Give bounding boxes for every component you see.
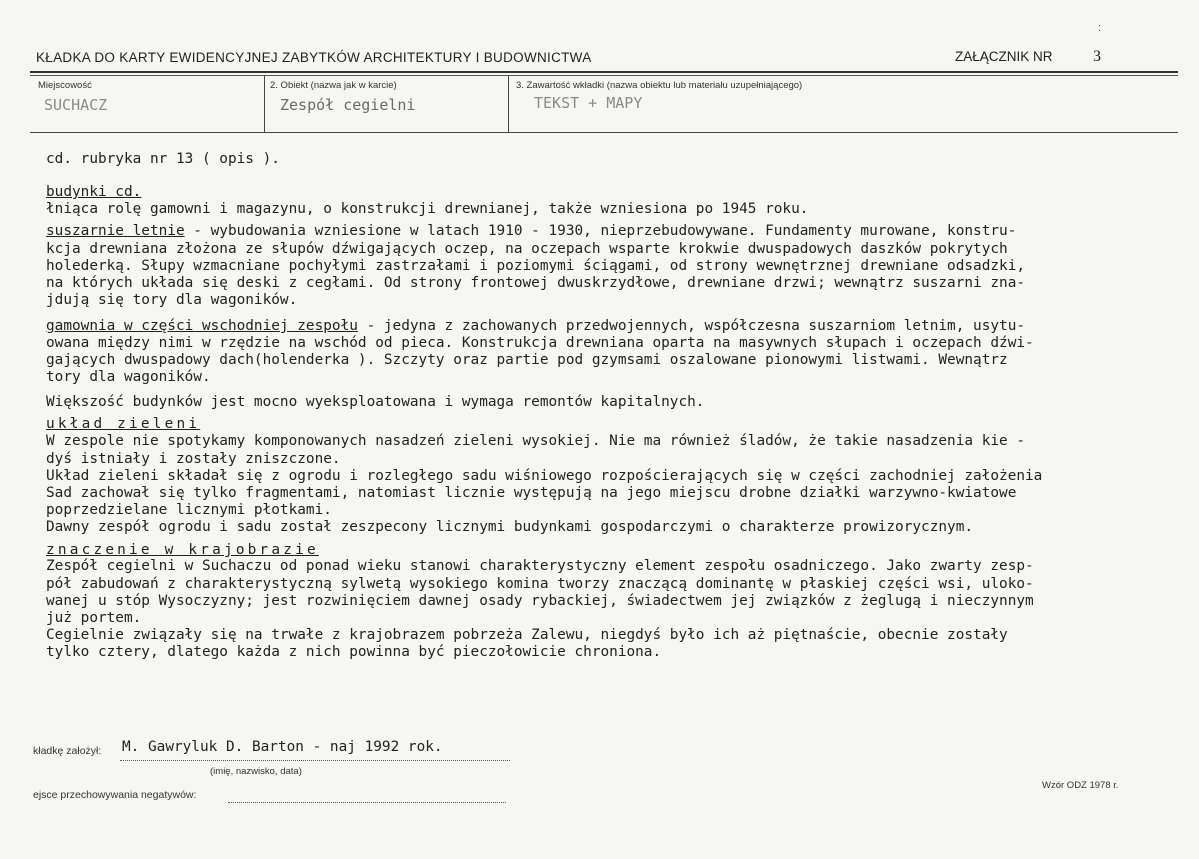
attachment-number: 3	[1093, 48, 1101, 65]
body-line	[46, 222, 1016, 240]
form-model: Wzór ODZ 1978 r.	[1042, 780, 1119, 791]
continuation-note: cd. rubryka nr 13 ( opis ).	[46, 151, 280, 167]
body-line: Cegielnie związały się na trwałe z krajobrazem pobrzeża Zalewu, niegdyś było ich aż piętnaście, obecnie zostały	[46, 627, 1008, 643]
body-line: kcja drewniana złożona ze słupów dźwigających oczep, na oczepach wsparte krokwie dwuspadowych daszków pokrytych	[46, 241, 1008, 257]
body-line-part: - wybudowania wzniesione w latach 1910 - 1930, nieprzebudowywane. Fundamenty murowane, konstru-	[184, 223, 1017, 239]
body-line: poprzedzielane licznymi płotkami.	[46, 502, 332, 518]
body-line	[46, 317, 1025, 335]
location-value: SUCHACZ	[44, 96, 108, 114]
body-line: wanej u stóp Wysoczyzny; jest rozwinięciem dawnej osady rybackiej, świadectwem jej związków z żeglugą i nieczynnym	[46, 593, 1034, 609]
body-line-part: - jedyna z zachowanych przedwojennych, współczesna suszarniom letnim, usytu-	[357, 318, 1026, 334]
body-line: na których układa się deski z cegłami. Od strony frontowej dwuskrzydłowe, drewniane drzwi; wewnątrz suszarni zna-	[46, 275, 1026, 291]
section-heading-landscape: znaczenie w krajobrazie	[46, 542, 319, 558]
header-rule-thin	[30, 75, 1178, 76]
body-line: Zespół cegielni w Suchaczu od ponad wieku stanowi charakterystyczny element zespołu osadniczego. Jako zwarty zesp-	[46, 558, 1034, 574]
body-line: Dawny zespół ogrodu i sadu został zeszpecony licznymi budynkami gospodarczymi o charakterze prowizorycznym.	[46, 519, 974, 535]
location-caption: Miejscowość	[38, 80, 92, 91]
body-line: Układ zieleni składał się z ogrodu i rozległego sadu wiśniowego rozpościerających się w części zachodniej założenia	[46, 468, 1043, 484]
field-divider	[508, 76, 509, 132]
body-line: W zespole nie spotykamy komponowanych nasadzeń zieleni wysokiej. Nie ma również śladów, że takie nasadzenia kie -	[46, 433, 1026, 449]
body-line: tory dla wagoników.	[46, 369, 211, 385]
body-line: gających dwuspadowy dach(holenderka ). Szczyty oraz partie pod gzymsami oszalowane pionowymi listwami. Wewnątrz	[46, 352, 1008, 368]
body-line: Większość budynków jest mocno wyeksploatowana i wymaga remontów kapitalnych.	[46, 394, 705, 410]
body-line: tylko cztery, dlatego każda z nich powinna być pieczołowicie chroniona.	[46, 644, 662, 660]
corner-mark: :	[1098, 22, 1102, 34]
subheading-drying-sheds: suszarnie letnie	[46, 223, 185, 239]
field-divider	[264, 76, 265, 132]
object-caption: 2. Obiekt (nazwa jak w karcie)	[270, 80, 397, 91]
body-line: holederką. Słupy wzmacniane pochyłymi zastrzałami i poziomymi ściągami, od strony wewnętrznej drewniane odsadzki,	[46, 258, 1026, 274]
section-heading-buildings: budynki cd.	[46, 184, 142, 200]
body-line: pół zabudowań z charakterystyczną sylwetą wysokiego komina tworzy znaczącą dominantę w płaskiej części wsi, uloko-	[46, 576, 1034, 592]
form-title: KŁADKA DO KARTY EWIDENCYJNEJ ZABYTKÓW ARCHITEKTURY I BUDOWNICTWA	[36, 50, 592, 65]
section-heading-greenery: układ zieleni	[46, 416, 201, 432]
contents-caption: 3. Zawartość wkładki (nazwa obiektu lub materiału uzupełniającego)	[516, 80, 803, 91]
body-line: owana między nimi w rzędzie na wschód od pieca. Konstrukcja drewniana oparta na masywnych słupach i oczepach dźwi-	[46, 335, 1034, 351]
author-value: M. Gawryluk D. Barton - naj 1992 rok.	[122, 739, 443, 755]
contents-value: TEKST + MAPY	[534, 94, 643, 112]
negatives-caption: ejsce przechowywania negatywów:	[33, 789, 197, 801]
author-hint: (imię, nazwisko, data)	[210, 766, 302, 777]
negatives-dotted-line	[228, 802, 506, 803]
subheading-gamownia: gamownia w części wschodniej zespołu	[46, 318, 358, 334]
body-line: łniąca rolę gamowni i magazynu, o konstrukcji drewnianej, także wzniesiona po 1945 roku.	[46, 201, 809, 217]
body-line: Sad zachował się tylko fragmentami, natomiast licznie występują na jego miejscu drobne działki warzywno-kwiatowe	[46, 485, 1017, 501]
author-dotted-line	[120, 760, 510, 761]
body-line: jdują się tory dla wagoników.	[46, 292, 298, 308]
body-line: już portem.	[46, 610, 142, 626]
author-caption: kładkę założył:	[33, 745, 102, 757]
object-value: Zespół cegielni	[280, 96, 416, 114]
fields-rule	[30, 132, 1178, 133]
body-line: dyś istniały i zostały zniszczone.	[46, 451, 341, 467]
header-rule	[30, 71, 1178, 73]
attachment-label: ZAŁĄCZNIK NR	[955, 49, 1053, 64]
